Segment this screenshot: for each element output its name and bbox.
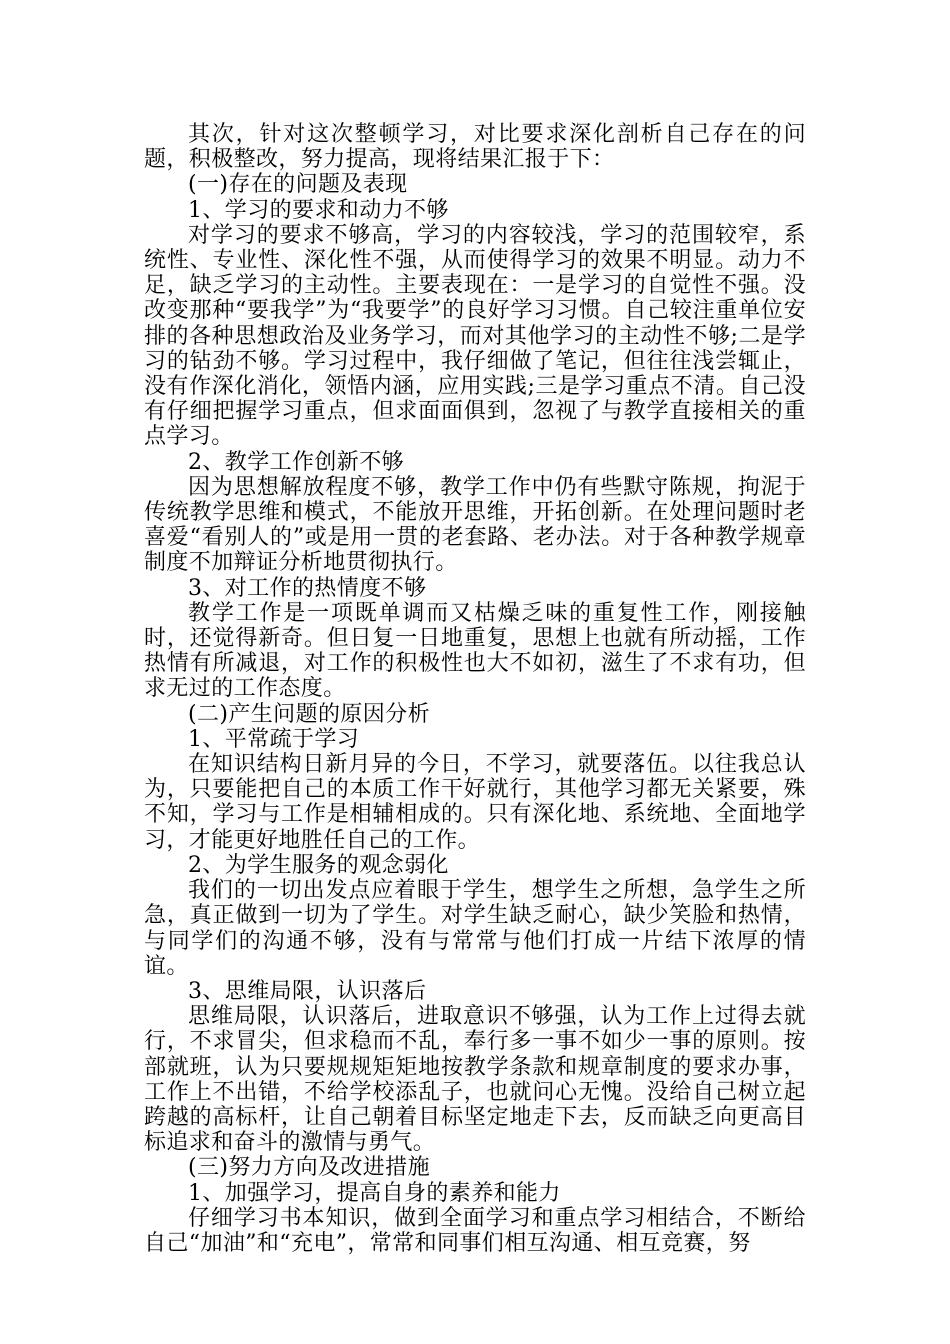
body-paragraph: 教学工作是一项既单调而又枯燥乏味的重复性工作，刚接触时，还觉得新奇。但日复一日地重复，思想上也就有所动摇，工作热情有所减退，对工作的积极性也大不如初，滋生了不求有功，但求无过的工作态度。 [144,600,806,702]
body-paragraph: 对学习的要求不够高，学习的内容较浅，学习的范围较窄，系统性、专业性、深化性不强，从而使得学习的效果不明显。动力不足，缺乏学习的主动性。主要表现在：一是学习的自觉性不强。没改变那种“要我学”为“我要学”的良好学习习惯。自己较注重单位安排的各种思想政治及业务学习，而对其他学习的主动性不够;二是学习的钻劲不够。学习过程中，我仔细做了笔记，但往往浅尝辄止，没有作深化消化，领悟内涵，应用实践;三是学习重点不清。自己没有仔细把握学习重点，但求面面俱到，忽视了与教学直接相关的重点学习。 [144,222,806,450]
body-paragraph: 思维局限，认识落后，进取意识不够强，认为工作上过得去就行，不求冒尖，但求稳而不乱，奉行多一事不如少一事的原则。按部就班，认为只要规规矩矩地按教学条款和规章制度的要求办事，工作上不出错，不给学校添乱子，也就问心无愧。没给自己树立起跨越的高标杆，让自己朝着目标坚定地走下去，反而缺乏向更高目标追求和奋斗的激情与勇气。 [144,1004,806,1156]
document-page [144,122,806,1256]
body-paragraph: 我们的一切出发点应着眼于学生，想学生之所想，急学生之所急，真正做到一切为了学生。对学生缺乏耐心，缺少笑脸和热情，与同学们的沟通不够，没有与常常与他们打成一片结下浓厚的情谊。 [144,878,806,979]
section-heading-1: (一)存在的问题及表现 [188,172,408,198]
intro-paragraph: 其次，针对这次整顿学习，对比要求深化剖析自己存在的问题，积极整改，努力提高，现将结果汇报于下： [144,122,806,173]
body-paragraph: 因为思想解放程度不够，教学工作中仍有些默守陈规，拘泥于传统教学思维和模式，不能放开思维，开拓创新。在处理问题时老喜爱“看别人的”或是用一贯的老套路、老办法。对于各种教学规章制度不加辩证分析地贯彻执行。 [144,474,806,576]
section-heading-3: (三)努力方向及改进措施 [188,1155,430,1181]
subheading-2-1: 1、平常疏于学习 [188,726,360,752]
subheading-1-3: 3、对工作的热情度不够 [188,575,427,601]
body-paragraph: 仔细学习书本知识，做到全面学习和重点学习相结合，不断给自己“加油”和“充电”，常常和同事们相互沟通、相互竞赛，努 [144,1205,806,1256]
subheading-1-2: 2、教学工作创新不够 [188,449,404,475]
body-paragraph: 在知识结构日新月异的今日，不学习，就要落伍。以往我总认为，只要能把自己的本质工作干好就行，其他学习都无关紧要，殊不知，学习与工作是相辅相成的。只有深化地、系统地、全面地学习，才能更好地胜任自己的工作。 [144,752,806,853]
subheading-2-3: 3、思维局限，认识落后 [188,978,427,1004]
subheading-3-1: 1、加强学习，提高自身的素养和能力 [188,1180,561,1206]
subheading-2-2: 2、为学生服务的观念弱化 [188,852,449,878]
section-heading-2: (二)产生问题的原因分析 [188,701,430,727]
subheading-1-1: 1、学习的要求和动力不够 [188,197,449,223]
